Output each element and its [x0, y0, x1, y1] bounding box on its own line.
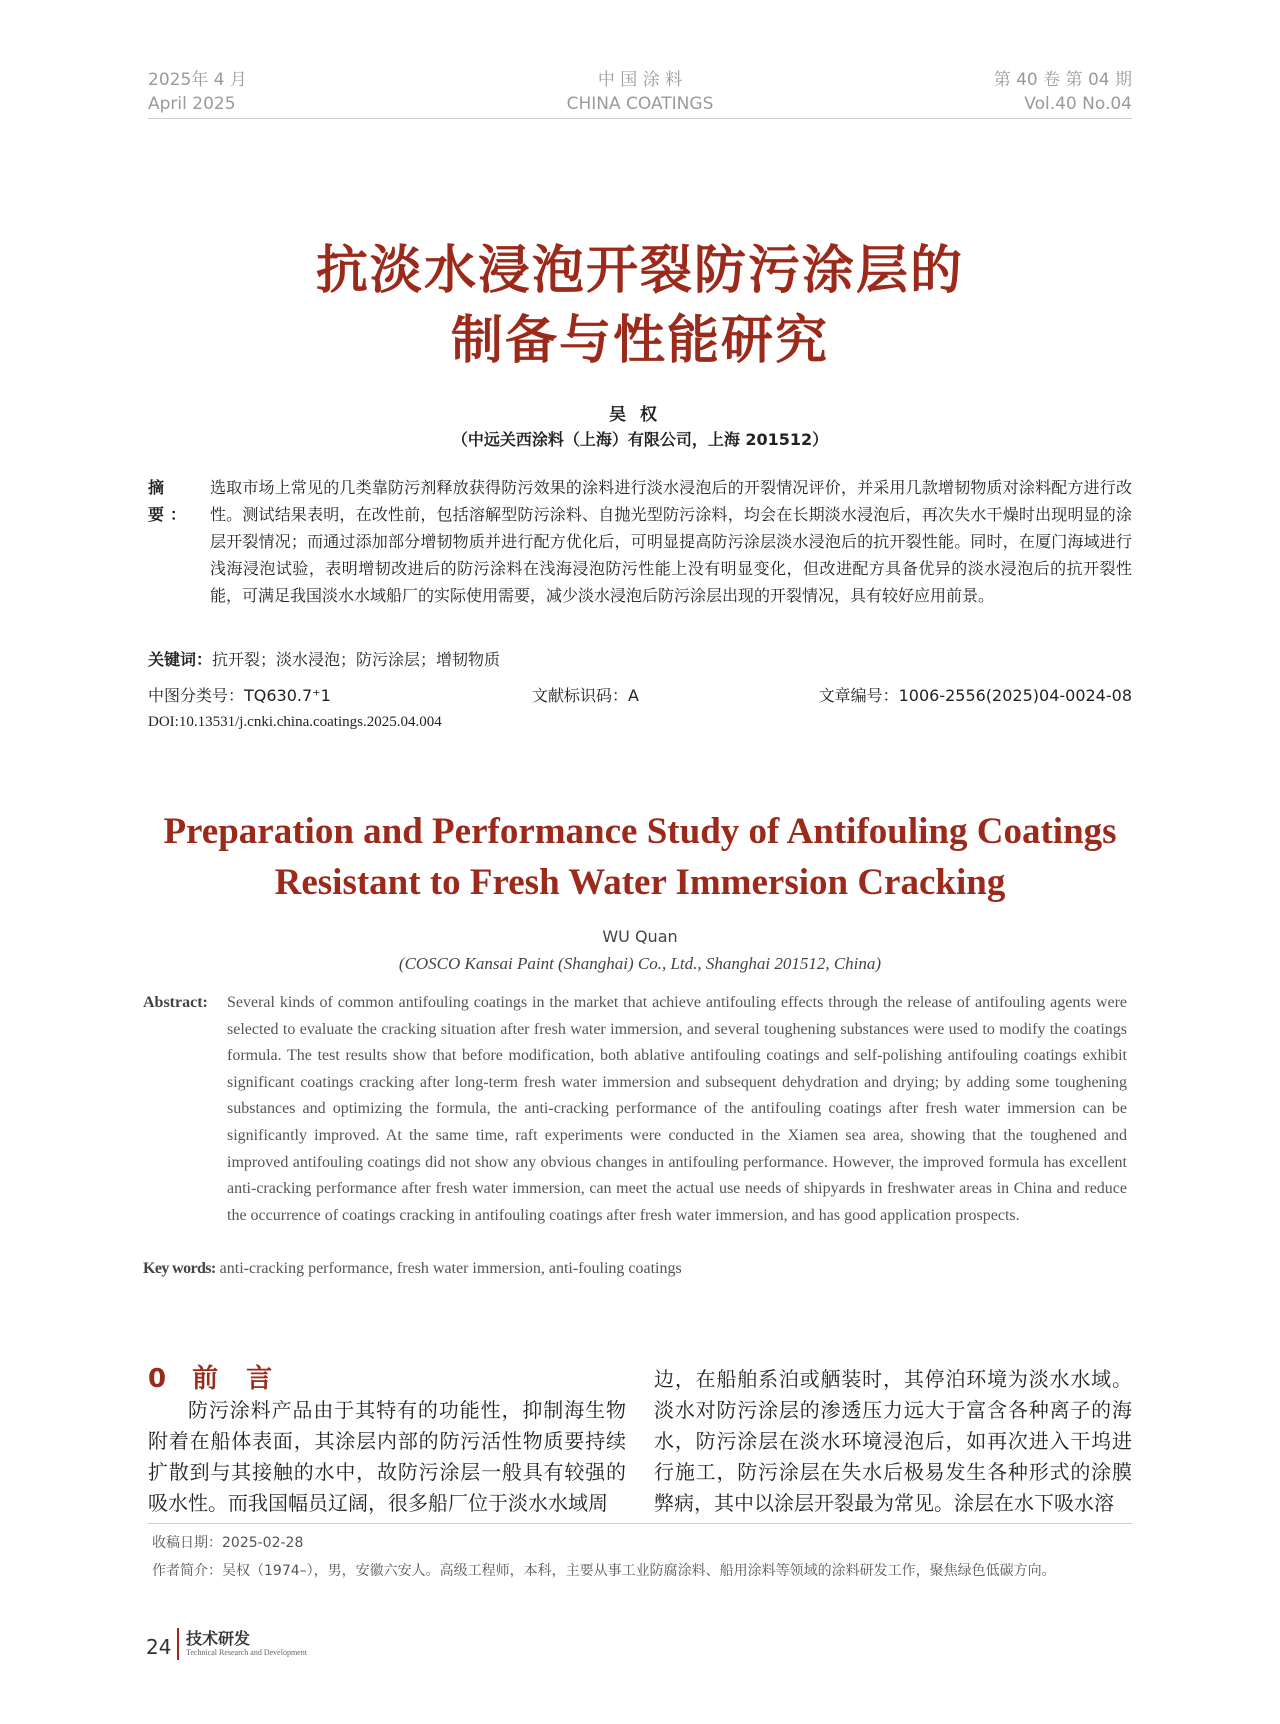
- title-en-line-2: Resistant to Fresh Water Immersion Cracking: [274, 862, 1006, 903]
- footnote-author-bio: 作者简介：吴权（1974–），男，安徽六安人。高级工程师，本科，主要从事工业防腐涂料、船用涂料等领域的涂料研发工作，聚焦绿色低碳方向。: [152, 1563, 1056, 1579]
- abstract-cn-label: 摘 要：: [148, 478, 193, 524]
- keywords-en-label: Key words:: [143, 1260, 216, 1277]
- footer-section-cn: 技术研发: [186, 1629, 251, 1648]
- title-en-line-1: Preparation and Performance Study of Antifouling Coatings: [163, 811, 1117, 852]
- keywords-cn-label: 关键词：: [148, 650, 213, 669]
- header-volume-cn: 第 40 卷 第 04 期: [993, 70, 1132, 90]
- keywords-en-text: anti-cracking performance, fresh water immersion, anti-fouling coatings: [219, 1260, 682, 1277]
- footer-divider: [177, 1628, 179, 1660]
- title-cn-line-2: 制备与性能研究: [450, 311, 829, 371]
- article-number: 文章编号：1006-2556(2025)04-0024-08: [818, 686, 1132, 705]
- author-en: WU Quan: [602, 927, 678, 946]
- title-en: [100, 806, 1180, 908]
- section-heading: [148, 1358, 300, 1395]
- clc-number: 中图分类号：TQ630.7⁺1: [148, 686, 331, 705]
- footnote-received: 收稿日期：2025-02-28: [152, 1535, 304, 1551]
- header-right: [994, 68, 1132, 116]
- abstract-en-text: Several kinds of common antifouling coatings in the market that achieve antifouling effects through the release of antifouling agents were selected to evaluate the cracking situation after fresh water immersion, and several toughening substances were used to modify the coatings formula. The test results show that before modification, both ablative antifouling coatings and self-polishing antifouling coatings exhibit significant coatings cracking after long-term fresh water immersion and subsequent dehydration and drying; by adding some toughening substances and optimizing the formula, the anti-cracking performance of the antifouling coatings after fresh water immersion can be significantly improved. At the same time, raft experiments were conducted in the Xiamen sea area, showing that the toughened and improved antifouling coatings did not show any obvious changes in antifouling performance. However, the improved formula has excellent anti-cracking performance after fresh water immersion, can meet the actual use needs of shipyards in freshwater areas in China and reduce the occurrence of coatings cracking in antifouling coatings after fresh water immersion, and has good application prospects.: [227, 994, 1127, 1224]
- header-volume-en: Vol.40 No.04: [1024, 94, 1132, 114]
- keywords-cn: [148, 647, 500, 670]
- page-number: 24: [146, 1635, 172, 1659]
- keywords-cn-text: 抗开裂；淡水浸泡；防污涂层；增韧物质: [212, 650, 501, 669]
- affiliation-en: (COSCO Kansai Paint (Shanghai) Co., Ltd., Shanghai 201512, China): [398, 954, 882, 973]
- header-journal-en: CHINA COATINGS: [566, 94, 714, 114]
- author-cn: 吴权: [609, 405, 671, 425]
- header-date-en: April 2025: [148, 94, 236, 114]
- keywords-en: [143, 1260, 682, 1278]
- doi: DOI:10.13531/j.cnki.china.coatings.2025.04.004: [148, 714, 442, 730]
- abstract-en: [143, 990, 1127, 1229]
- abstract-cn: [148, 474, 1132, 609]
- document-code: 文献标识码：A: [532, 686, 639, 705]
- body-column-left: 防污涂料产品由于其特有的功能性，抑制海生物附着在船体表面，其涂层内部的防污活性物质要持续扩散到与其接触的水中，故防污涂层一般具有较强的吸水性。而我国幅员辽阔，很多船厂位于淡水水域周: [148, 1398, 626, 1515]
- affiliation-cn: （中远关西涂料（上海）有限公司，上海 201512）: [451, 430, 829, 449]
- header-date-cn: 2025年 4 月: [148, 70, 247, 90]
- abstract-cn-text: 选取市场上常见的几类靠防污剂释放获得防污效果的涂料进行淡水浸泡后的开裂情况评价，并采用几款增韧物质对涂料配方进行改性。测试结果表明，在改性前，包括溶解型防污涂料、自抛光型防污涂料，均会在长期淡水浸泡后，再次失水干燥时出现明显的涂层开裂情况；而通过添加部分增韧物质并进行配方优化后，可明显提高防污涂层淡水浸泡后的抗开裂性能。同时，在厦门海域进行浅海浸泡试验，表明增韧改进后的防污涂料在浅海浸泡防污性能上没有明显变化，但改进配方具备优异的淡水浸泡后的抗开裂性能，可满足我国淡水水域船厂的实际使用需要，减少淡水浸泡后防污涂层出现的开裂情况，具有较好应用前景。: [210, 478, 1132, 605]
- abstract-en-label: Abstract:: [143, 994, 208, 1011]
- section-title: 前言: [192, 1364, 301, 1394]
- title-cn-line-1: 抗淡水浸泡开裂防污涂层的: [315, 241, 964, 301]
- section-number: 0: [148, 1364, 167, 1394]
- footnote-divider: [148, 1523, 1132, 1524]
- body-column-right: 边，在船舶系泊或舾装时，其停泊环境为淡水水域。淡水对防污涂层的渗透压力远大于富含各种离子的海水，防污涂层在淡水环境浸泡后，如再次进入干坞进行施工，防污涂层在失水后极易发生各种形式的涂膜弊病，其中以涂层开裂最为常见。涂层在水下吸水溶: [654, 1367, 1132, 1515]
- title-cn: [148, 236, 1132, 376]
- running-header: [148, 68, 1132, 119]
- footer-section-en: Technical Research and Development: [186, 1648, 307, 1657]
- header-center: [148, 68, 1132, 116]
- header-journal-cn: 中 国 涂 料: [597, 70, 683, 90]
- classification-row: [148, 683, 1132, 707]
